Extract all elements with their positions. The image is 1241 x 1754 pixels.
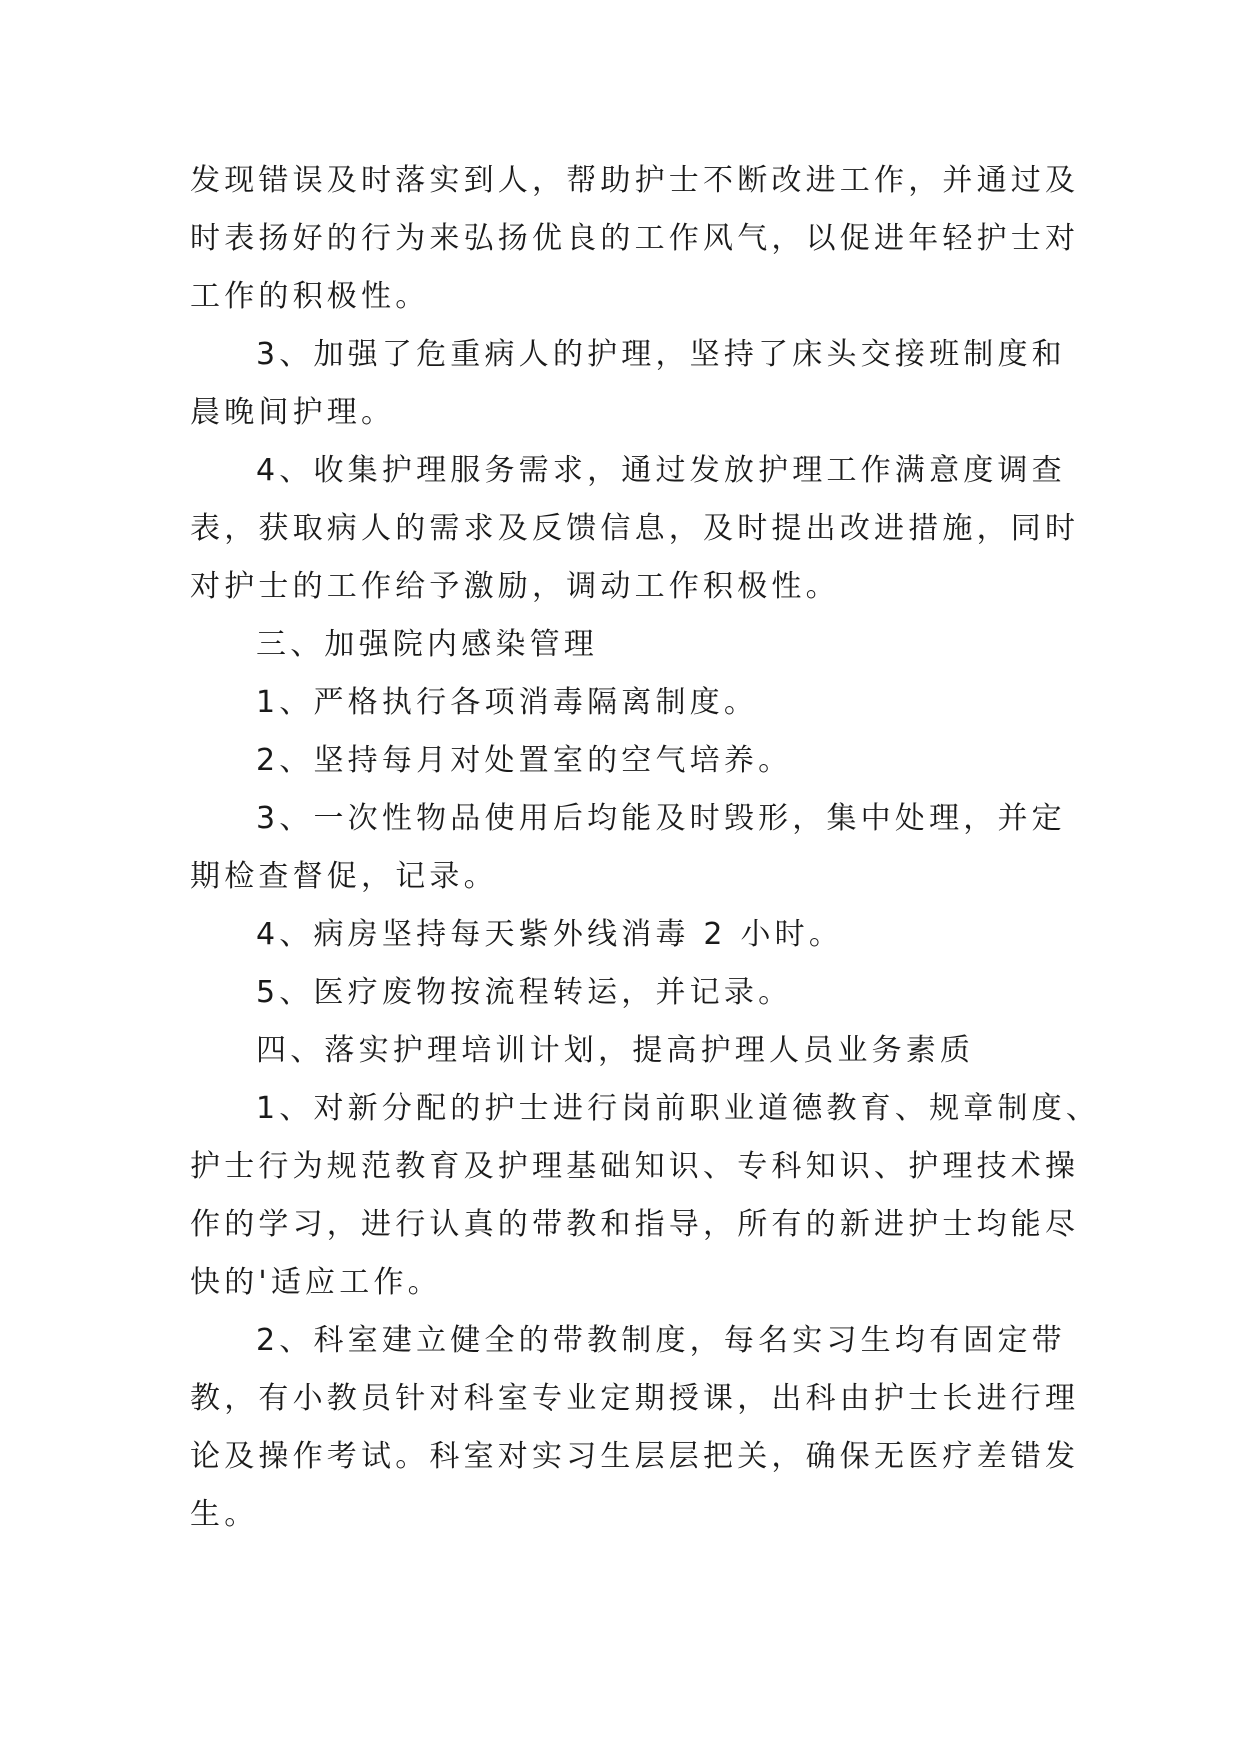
document-body (190, 152, 1101, 1544)
paragraph-start-line: 2、坚持每月对处置室的空气培养。 (256, 743, 793, 778)
text-line: 生。 (190, 1497, 259, 1532)
text-line: 教，有小教员针对科室专业定期授课，出科由护士长进行理 (190, 1381, 1080, 1416)
paragraph-start-line: 1、严格执行各项消毒隔离制度。 (256, 685, 759, 720)
text-line: 工作的积极性。 (190, 279, 430, 314)
text-line: 晨晚间护理。 (190, 395, 396, 430)
text-line: 护士行为规范教育及护理基础知识、专科知识、护理技术操 (190, 1149, 1080, 1184)
section-heading: 四、落实护理培训计划，提高护理人员业务素质 (256, 1033, 975, 1068)
text-line: 作的学习，进行认真的带教和指导，所有的新进护士均能尽 (190, 1207, 1080, 1242)
paragraph-start-line: 4、病房坚持每天紫外线消毒 2 小时。 (256, 917, 844, 952)
paragraph-start-line: 2、科室建立健全的带教制度，每名实习生均有固定带 (256, 1323, 1066, 1358)
text-line: 期检查督促，记录。 (190, 859, 498, 894)
paragraph-start-line: 4、收集护理服务需求，通过发放护理工作满意度调查 (256, 453, 1066, 488)
paragraph-start-line: 1、对新分配的护士进行岗前职业道德教育、规章制度、 (256, 1091, 1101, 1126)
text-line: 论及操作考试。科室对实习生层层把关，确保无医疗差错发 (190, 1439, 1080, 1474)
text-line: 时表扬好的行为来弘扬优良的工作风气，以促进年轻护士对 (190, 221, 1080, 256)
paragraph-start-line: 3、一次性物品使用后均能及时毁形，集中处理，并定 (256, 801, 1066, 836)
section-heading: 三、加强院内感染管理 (256, 627, 598, 662)
paragraph-start-line: 5、医疗废物按流程转运，并记录。 (256, 975, 793, 1010)
text-line: 快的'适应工作。 (190, 1265, 442, 1300)
text-line: 表，获取病人的需求及反馈信息，及时提出改进措施，同时 (190, 511, 1080, 546)
paragraph-start-line: 3、加强了危重病人的护理，坚持了床头交接班制度和 (256, 337, 1066, 372)
text-line: 发现错误及时落实到人，帮助护士不断改进工作，并通过及 (190, 163, 1080, 198)
text-line: 对护士的工作给予激励，调动工作积极性。 (190, 569, 840, 604)
